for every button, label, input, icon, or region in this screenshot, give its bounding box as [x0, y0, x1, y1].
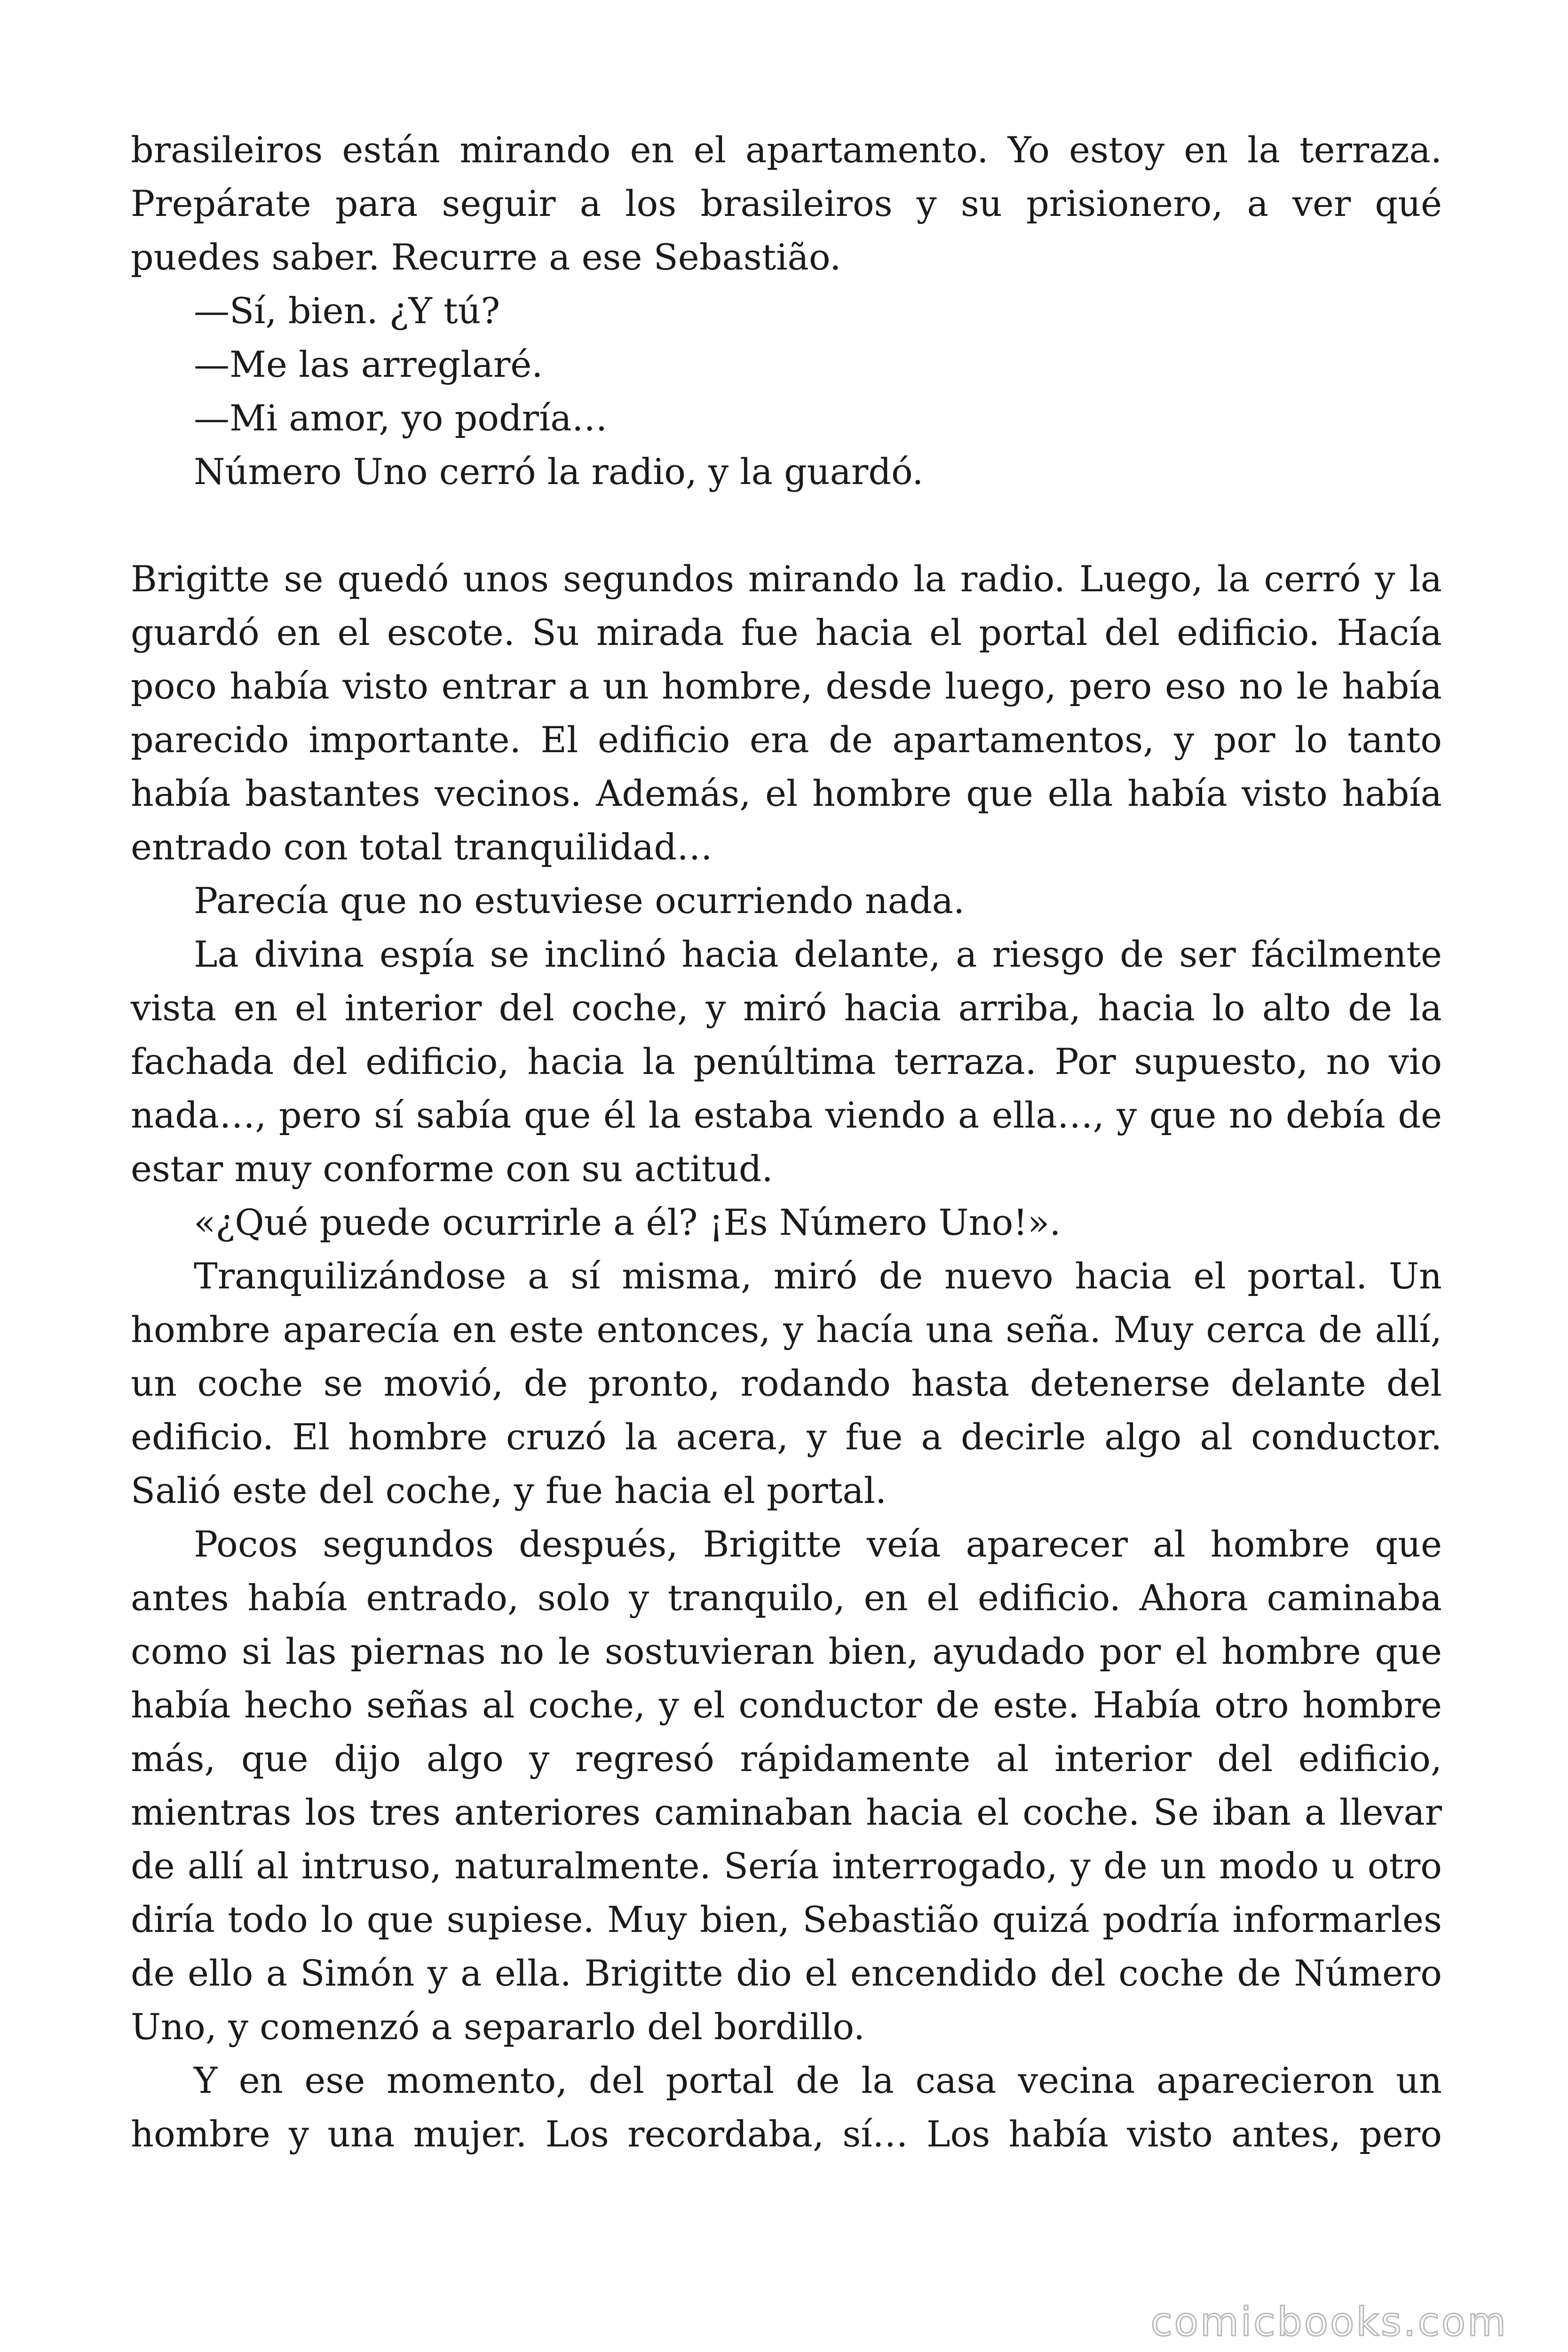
paragraph-11: Pocos segundos después, Brigitte veía aparecer al hombre que antes había entrado, solo y tranquilo, en el edificio. Ahora caminaba como si las piernas no le sostuvieran bien, ayudado por el hombre que había hecho señas al coche, y el conductor de este. Había otro hombre más, que dijo algo y regresó rápidamente al interior del edificio, mientras los tres anteriores caminaban hacia el coche. Se iban a llevar de allí al intruso, naturalmente. Sería interrogado, y de un modo u otro diría todo lo que supiese. Muy bien, Sebastião quizá podría informarles de ello a Simón y a ella. Brigitte dio el encendido del coche de Número Uno, y comenzó a separarlo del bordillo.: [131, 1523, 1442, 2048]
paragraph-1: brasileiros están mirando en el apartamento. Yo estoy en la terraza. Prepárate para seguir a los brasileiros y su prisionero, a ver qué puedes saber. Recurre a ese Sebastião.: [131, 129, 1442, 278]
paragraph-7: Parecía que no estuviese ocurriendo nada.: [194, 880, 965, 922]
watermark-logo: comicbooks.com: [1150, 2299, 1508, 2345]
paragraph-10: Tranquilizándose a sí misma, miró de nuevo hacia el portal. Un hombre aparecía en este entonces, y hacía una seña. Muy cerca de allí, un coche se movió, de pronto, rodando hasta detenerse delante del edificio. El hombre cruzó la acera, y fue a decirle algo al conductor. Salió este del coche, y fue hacia el portal.: [131, 1255, 1442, 1511]
paragraph-6: Brigitte se quedó unos segundos mirando la radio. Luego, la cerró y la guardó en el escote. Su mirada fue hacia el portal del edificio. Hacía poco había visto entrar a un hombre, desde luego, pero eso no le había parecido importante. El edificio era de apartamentos, y por lo tanto había bastantes vecinos. Además, el hombre que ella había visto había entrado con total tranquilidad…: [131, 558, 1442, 868]
paragraph-2: —Sí, bien. ¿Y tú?: [194, 290, 500, 332]
paragraph-4: —Mi amor, yo podría…: [194, 397, 608, 439]
paragraph-12: Y en ese momento, del portal de la casa vecina aparecieron un hombre y una mujer. Los recordaba, sí… Los había visto antes, pero: [131, 2059, 1442, 2155]
paragraph-5: Número Uno cerró la radio, y la guardó.: [194, 451, 924, 493]
page-body: [131, 123, 1442, 2161]
paragraph-8: La divina espía se inclinó hacia delante, a riesgo de ser fácilmente vista en el interior del coche, y miró hacia arriba, hacia lo alto de la fachada del edificio, hacia la penúltima terraza. Por supuesto, no vio nada…, pero sí sabía que él la estaba viendo a ella…, y que no debía de estar muy conforme con su actitud.: [131, 933, 1442, 1190]
paragraph-9: «¿Qué puede ocurrirle a él? ¡Es Número Uno!».: [194, 1201, 1061, 1243]
paragraph-3: —Me las arreglaré.: [194, 343, 543, 385]
